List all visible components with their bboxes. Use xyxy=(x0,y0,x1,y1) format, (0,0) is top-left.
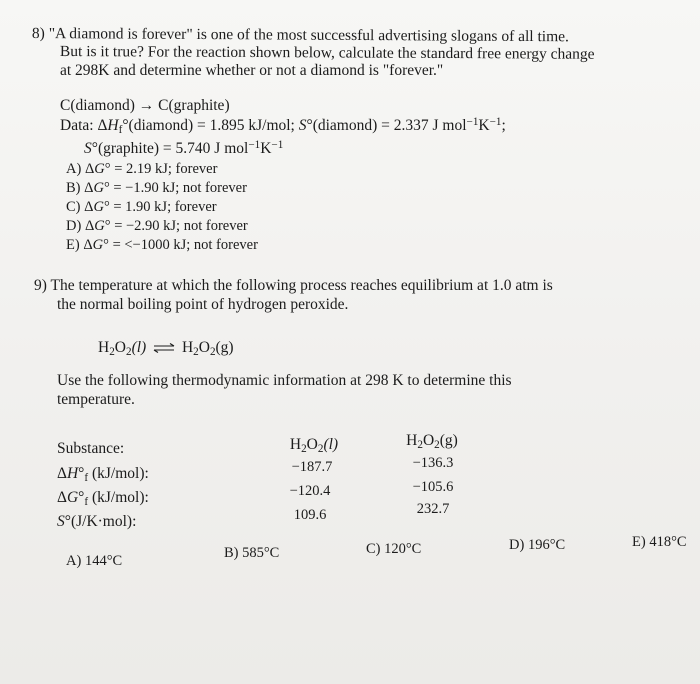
q9-line2: the normal boiling point of hydrogen peroxide. xyxy=(57,296,349,313)
eq-right-phase: (g) xyxy=(215,339,234,356)
answer-value: 196°C xyxy=(527,537,566,553)
option-text: = −2.90 kJ; not forever xyxy=(110,218,248,234)
q8-graphite-line: S°(graphite) = 5.740 J $mol^{-1}K^{-1}$ xyxy=(84,138,284,157)
q9-line4: temperature. xyxy=(57,391,135,408)
q9-answer-b[interactable] xyxy=(224,546,279,561)
reaction-arrow: → xyxy=(138,97,155,114)
q9-equation: $H_2O_2(l)$ $H_2O_2(g)$ xyxy=(98,339,234,358)
option-letter: A) xyxy=(66,161,82,177)
q9-line3: Use the following thermodynamic information at 298 K to determine this xyxy=(57,372,512,389)
row-label-text: (J/K·mol): xyxy=(70,513,137,530)
row-label-dhf: $\Delta H^\circ_f$ (kJ/mol): xyxy=(57,465,149,484)
q8-line2: But is it true? For the reaction shown below, calculate the standard free energy change xyxy=(59,43,595,63)
row-label-s: S°(J/K·mol): xyxy=(57,513,137,530)
exp: −1 xyxy=(489,115,502,128)
exp: −1 xyxy=(248,138,261,151)
dhf-diamond: (diamond) = 1.895 kJ/mol; xyxy=(128,117,295,134)
product-graphite: C(graphite) xyxy=(158,97,230,114)
q8-reaction xyxy=(60,98,230,114)
q9-answer-c[interactable] xyxy=(366,542,421,557)
option-letter: E) xyxy=(66,237,80,253)
q8-number: 8) xyxy=(31,25,45,43)
eq-left-phase: (l) xyxy=(131,339,147,356)
row-label-substance: Substance: xyxy=(57,440,125,457)
q9-number: 9) xyxy=(34,277,47,294)
semicolon: ; xyxy=(501,117,506,134)
q8-stem xyxy=(32,26,569,45)
q9-stem xyxy=(34,278,553,294)
option-letter: C) xyxy=(66,199,81,215)
exp: −1 xyxy=(271,138,284,151)
col2-dgf: −105.6 xyxy=(412,479,454,495)
answer-letter: C) xyxy=(366,541,381,557)
reactant-diamond: C(diamond) xyxy=(60,97,135,114)
s-diamond: (diamond) = 2.337 J mol xyxy=(312,117,467,134)
q9-answer-d[interactable] xyxy=(509,538,565,553)
data-label: Data: xyxy=(60,117,94,134)
answer-letter: B) xyxy=(224,545,239,561)
answer-value: 418°C xyxy=(649,534,687,550)
equilibrium-arrow-icon xyxy=(152,343,176,353)
option-text: = −1.90 kJ; not forever xyxy=(109,180,247,196)
col2-header: $H_2O_2(g)$ xyxy=(406,432,458,451)
col1-phase: (l) xyxy=(323,436,339,453)
option-text: = 1.90 kJ; forever xyxy=(109,199,217,215)
answer-letter: D) xyxy=(509,537,525,553)
q9-line1: The temperature at which the following process reaches equilibrium at 1.0 atm is xyxy=(50,277,553,294)
option-text: = 2.19 kJ; forever xyxy=(110,161,218,177)
answer-value: 585°C xyxy=(242,545,280,561)
col2-s: 232.7 xyxy=(416,501,450,517)
q8-option-b[interactable]: B) ΔG° = −1.90 kJ; not forever xyxy=(66,180,247,196)
q9-answer-a[interactable] xyxy=(66,554,122,569)
q9-answer-e[interactable] xyxy=(632,535,687,550)
col1-dhf: −187.7 xyxy=(291,459,333,475)
answer-letter: E) xyxy=(632,534,646,550)
s-graphite: (graphite) = 5.740 J mol xyxy=(97,140,249,157)
option-letter: D) xyxy=(66,218,82,234)
answer-value: 144°C xyxy=(84,553,123,569)
row-label-dgf: $\Delta G^\circ_f$ (kJ/mol): xyxy=(57,489,149,508)
row-label-text: (kJ/mol): xyxy=(91,489,149,506)
q8-line1: "A diamond is forever" is one of the most successful advertising slogans of all time. xyxy=(48,25,569,46)
q8-option-e[interactable]: E) ΔG° = <−1000 kJ; not forever xyxy=(66,237,258,253)
unit-k: K xyxy=(478,117,490,134)
exp: −1 xyxy=(466,115,479,128)
q8-data-line: Data: $\Delta H_f^\circ(diamond) = 1.895$ kJ/mol; S°(diamond) = 2.337 J $mol^{-1}K^{-1}$; xyxy=(60,115,506,136)
answer-value: 120°C xyxy=(384,541,422,557)
answer-letter: A) xyxy=(66,553,82,569)
q8-option-c[interactable]: C) ΔG° = 1.90 kJ; forever xyxy=(66,199,217,215)
q8-option-d[interactable]: D) ΔG° = −2.90 kJ; not forever xyxy=(66,218,248,234)
unit-k: K xyxy=(260,140,272,157)
col1-dgf: −120.4 xyxy=(289,483,331,499)
col2-dhf: −136.3 xyxy=(412,455,454,471)
col2-phase: (g) xyxy=(439,432,458,449)
q8-line3: at 298K and determine whether or not a diamond is "forever." xyxy=(60,62,444,79)
col1-header: $H_2O_2(l)$ xyxy=(289,436,339,455)
option-text: = <−1000 kJ; not forever xyxy=(108,237,258,253)
row-label-text: (kJ/mol): xyxy=(91,465,149,482)
q8-option-a[interactable]: A) ΔG° = 2.19 kJ; forever xyxy=(66,161,218,177)
option-letter: B) xyxy=(66,180,81,196)
col1-s: 109.6 xyxy=(293,507,327,523)
